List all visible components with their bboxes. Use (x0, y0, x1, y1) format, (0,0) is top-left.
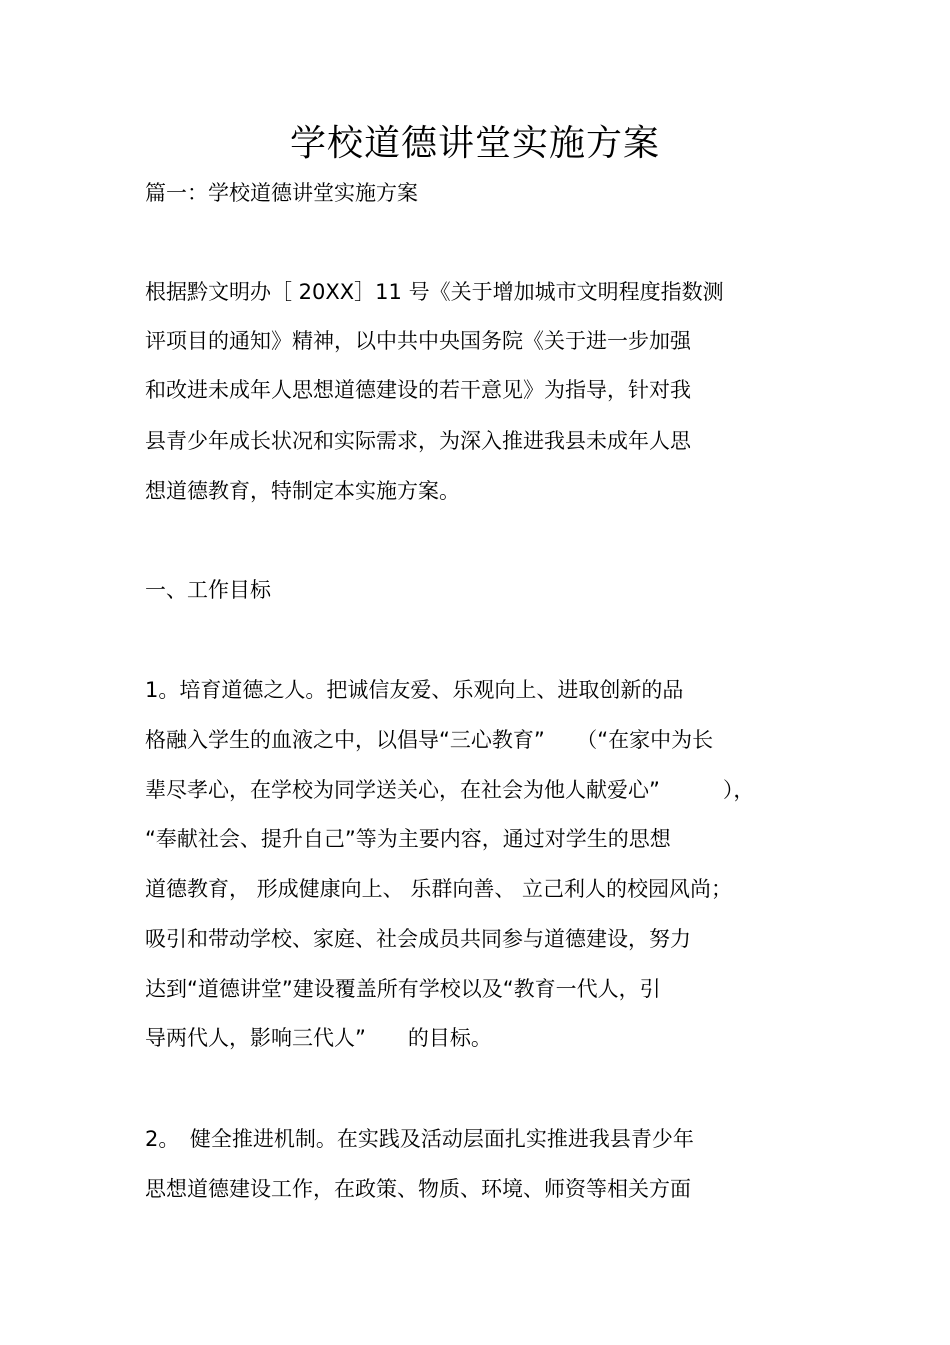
item1-line-6: 吸引和带动学校、家庭、社会成员共同参与道德建设，努力 (145, 927, 691, 951)
item1-line-1: 1。培育道德之人。把诚信友爱、乐观向上、进取创新的品 (145, 678, 684, 702)
item2-line-1: 2。 健全推进机制。在实践及活动层面扎实推进我县青少年 (145, 1127, 694, 1151)
intro-line-4: 县青少年成长状况和实际需求，为深入推进我县未成年人思 (145, 429, 691, 453)
document-title: 学校道德讲堂实施方案 (289, 123, 660, 164)
intro-line-3: 和改进未成年人思想道德建设的若干意见》为指导，针对我 (145, 378, 691, 402)
item1-line-5: 道德教育， 形成健康向上、 乐群向善、 立己利人的校园风尚； (145, 877, 733, 901)
item1-line-4: “奉献社会、提升自己”等为主要内容，通过对学生的思想 (145, 827, 671, 851)
intro-line-1: 根据黔文明办［ 20XX］11 号《关于增加城市文明程度指数测 (145, 280, 724, 304)
section-heading-goals: 一、工作目标 (145, 578, 271, 602)
item1-line-2: 格融入学生的血液之中，以倡导“三心教育” （“在家中为长 (145, 728, 714, 752)
document-subtitle: 篇一：学校道德讲堂实施方案 (145, 181, 418, 205)
intro-line-5: 想道德教育，特制定本实施方案。 (145, 479, 460, 503)
item1-line-3: 辈尽孝心，在学校为同学送关心，在社会为他人献爱心” ）， (145, 778, 755, 802)
item2-line-2: 思想道德建设工作，在政策、物质、环境、师资等相关方面 (145, 1177, 691, 1201)
item1-line-8: 导两代人，影响三代人” 的目标。 (145, 1026, 492, 1050)
intro-line-2: 评项目的通知》精神，以中共中央国务院《关于进一步加强 (145, 329, 691, 353)
item1-line-7: 达到“道德讲堂”建设覆盖所有学校以及“教育一代人，引 (145, 977, 661, 1001)
